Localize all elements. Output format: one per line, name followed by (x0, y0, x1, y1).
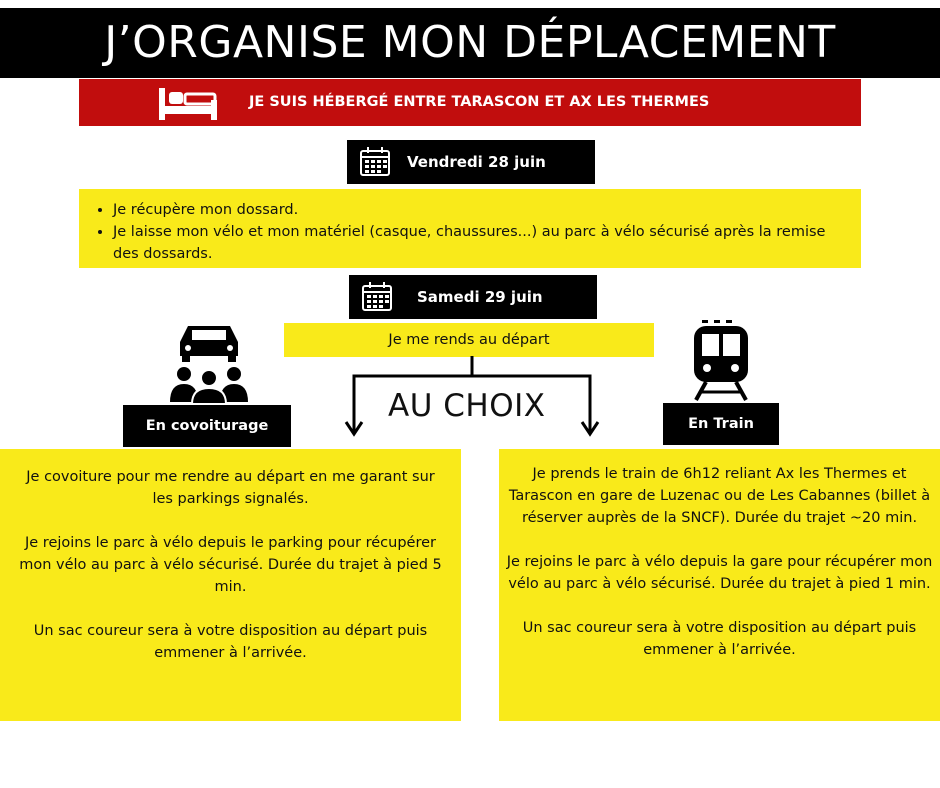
page-title: J’ORGANISE MON DÉPLACEMENT (0, 8, 940, 78)
bed-icon (157, 86, 221, 126)
date-friday-label: Vendredi 28 juin (407, 153, 546, 171)
accommodation-banner (79, 79, 861, 126)
train-paragraph: Je rejoins le parc à vélo depuis la gare pour récupérer mon vélo au parc à vélo sécurisé. Durée du trajet à pied 1 min. (506, 554, 933, 592)
calendar-icon (359, 146, 393, 182)
train-paragraph: Un sac coureur sera à votre disposition au départ puis emmener à l’arrivée. (522, 620, 917, 658)
depart-box: Je me rends au départ (284, 323, 654, 357)
train-panel (499, 449, 940, 721)
carpool-paragraph: Un sac coureur sera à votre disposition au départ puis emmener à l’arrivée. (33, 623, 428, 661)
tag-train: En Train (663, 403, 779, 445)
date-friday (347, 140, 595, 184)
date-saturday (349, 275, 597, 319)
choice-label: AU CHOIX (388, 388, 546, 424)
train-paragraph: Je prends le train de 6h12 reliant Ax les Thermes et Tarascon en gare de Luzenac ou de Les Cabannes (billet à réserver auprès de la SNCF). Durée du trajet ~20 min. (508, 466, 931, 526)
carpool-paragraph: Je covoiture pour me rendre au départ en me garant sur les parkings signalés. (26, 469, 435, 507)
banner-label: JE SUIS HÉBERGÉ ENTRE TARASCON ET AX LES THERMES (249, 94, 710, 110)
calendar-icon (361, 281, 395, 317)
list-item: • Je laisse mon vélo et mon matériel (casque, chaussures...) au parc à vélo sécurisé après la remise des dossards. (113, 221, 841, 265)
carpool-paragraph: Je rejoins le parc à vélo depuis le parking pour récupérer mon vélo au parc à vélo sécurisé. Durée du trajet à pied 5 min. (19, 535, 442, 595)
tag-carpool: En covoiturage (123, 405, 291, 447)
friday-list (79, 189, 861, 268)
train-icon (690, 318, 754, 406)
carpool-icon (164, 318, 254, 408)
list-item: • Je récupère mon dossard. (113, 199, 841, 221)
carpool-panel (0, 449, 461, 721)
date-saturday-label: Samedi 29 juin (417, 288, 543, 306)
